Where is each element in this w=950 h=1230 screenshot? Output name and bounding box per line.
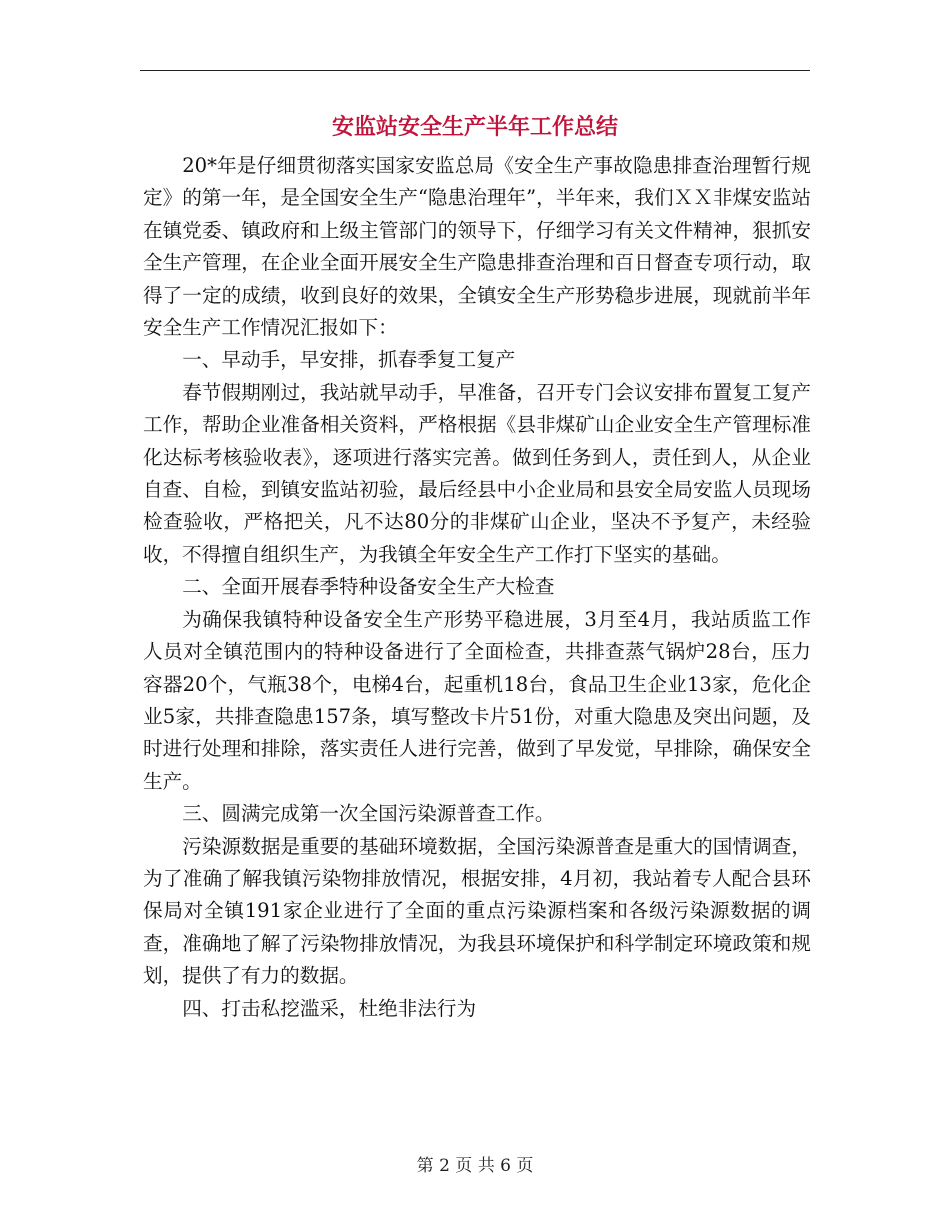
section-heading-2: 二、全面开展春季特种设备安全生产大检查 <box>182 575 555 599</box>
intro-paragraph: 20*年是仔细贯彻落实国家安监总局《安全生产事故隐患排查治理暂行规定》的第一年，是全国安全生产“隐患治理年”，半年来，我们ＸＸ非煤安监站在镇党委、镇政府和上级主管部门的领导下，仔细学习有关文件精神，狠抓安全生产管理，在企业全面开展安全生产隐患排查治理和百日督查专项行动，取得了一定的成绩，收到良好的效果，全镇安全生产形势稳步进展，现就前半年安全生产工作情况汇报如下： <box>143 154 811 340</box>
section-heading-4: 四、打击私挖滥采，杜绝非法行为 <box>182 996 477 1020</box>
section-heading-3: 三、圆满完成第一次全国污染源普查工作。 <box>182 802 555 826</box>
section-heading-1: 一、早动手，早安排，抓春季复工复产 <box>182 348 516 372</box>
section-2-paragraph: 为确保我镇特种设备安全生产形势平稳进展，3月至4月，我站质监工作人员对全镇范围内的特种设备进行了全面检查，共排查蒸气锅炉28台，压力容器20个，气瓶38个，电梯4台，起重机18台，食品卫生企业13家，危化企业5家，共排查隐患157条，填写整改卡片51份，对重大隐患及突出问题，及时进行处理和排除，落实责任人进行完善，做到了早发觉，早排除，确保安全生产。 <box>143 607 811 793</box>
section-1-paragraph: 春节假期刚过，我站就早动手，早准备，召开专门会议安排布置复工复产工作，帮助企业准备相关资料，严格根据《县非煤矿山企业安全生产管理标准化达标考核验收表》，逐项进行落实完善。做到任务到人，责任到人，从企业自查、自检，到镇安监站初验，最后经县中小企业局和县安全局安监人员现场检查验收，严格把关，凡不达80分的非煤矿山企业，坚决不予复产，未经验收，不得擅自组织生产，为我镇全年安全生产工作打下坚实的基础。 <box>143 380 811 566</box>
document-body <box>143 150 811 1025</box>
page-title: 安监站安全生产半年工作总结 <box>331 114 618 140</box>
section-3-paragraph: 污染源数据是重要的基础环境数据，全国污染源普查是重大的国情调查，为了准确了解我镇污染物排放情况，根据安排，4月初，我站着专人配合县环保局对全镇191家企业进行了全面的重点污染源档案和各级污染源数据的调查，准确地了解了污染物排放情况，为我县环境保护和科学制定环境政策和规划，提供了有力的数据。 <box>143 834 811 988</box>
header-rule <box>140 70 810 71</box>
page-footer: 第 2 页 共 6 页 <box>416 1156 534 1176</box>
